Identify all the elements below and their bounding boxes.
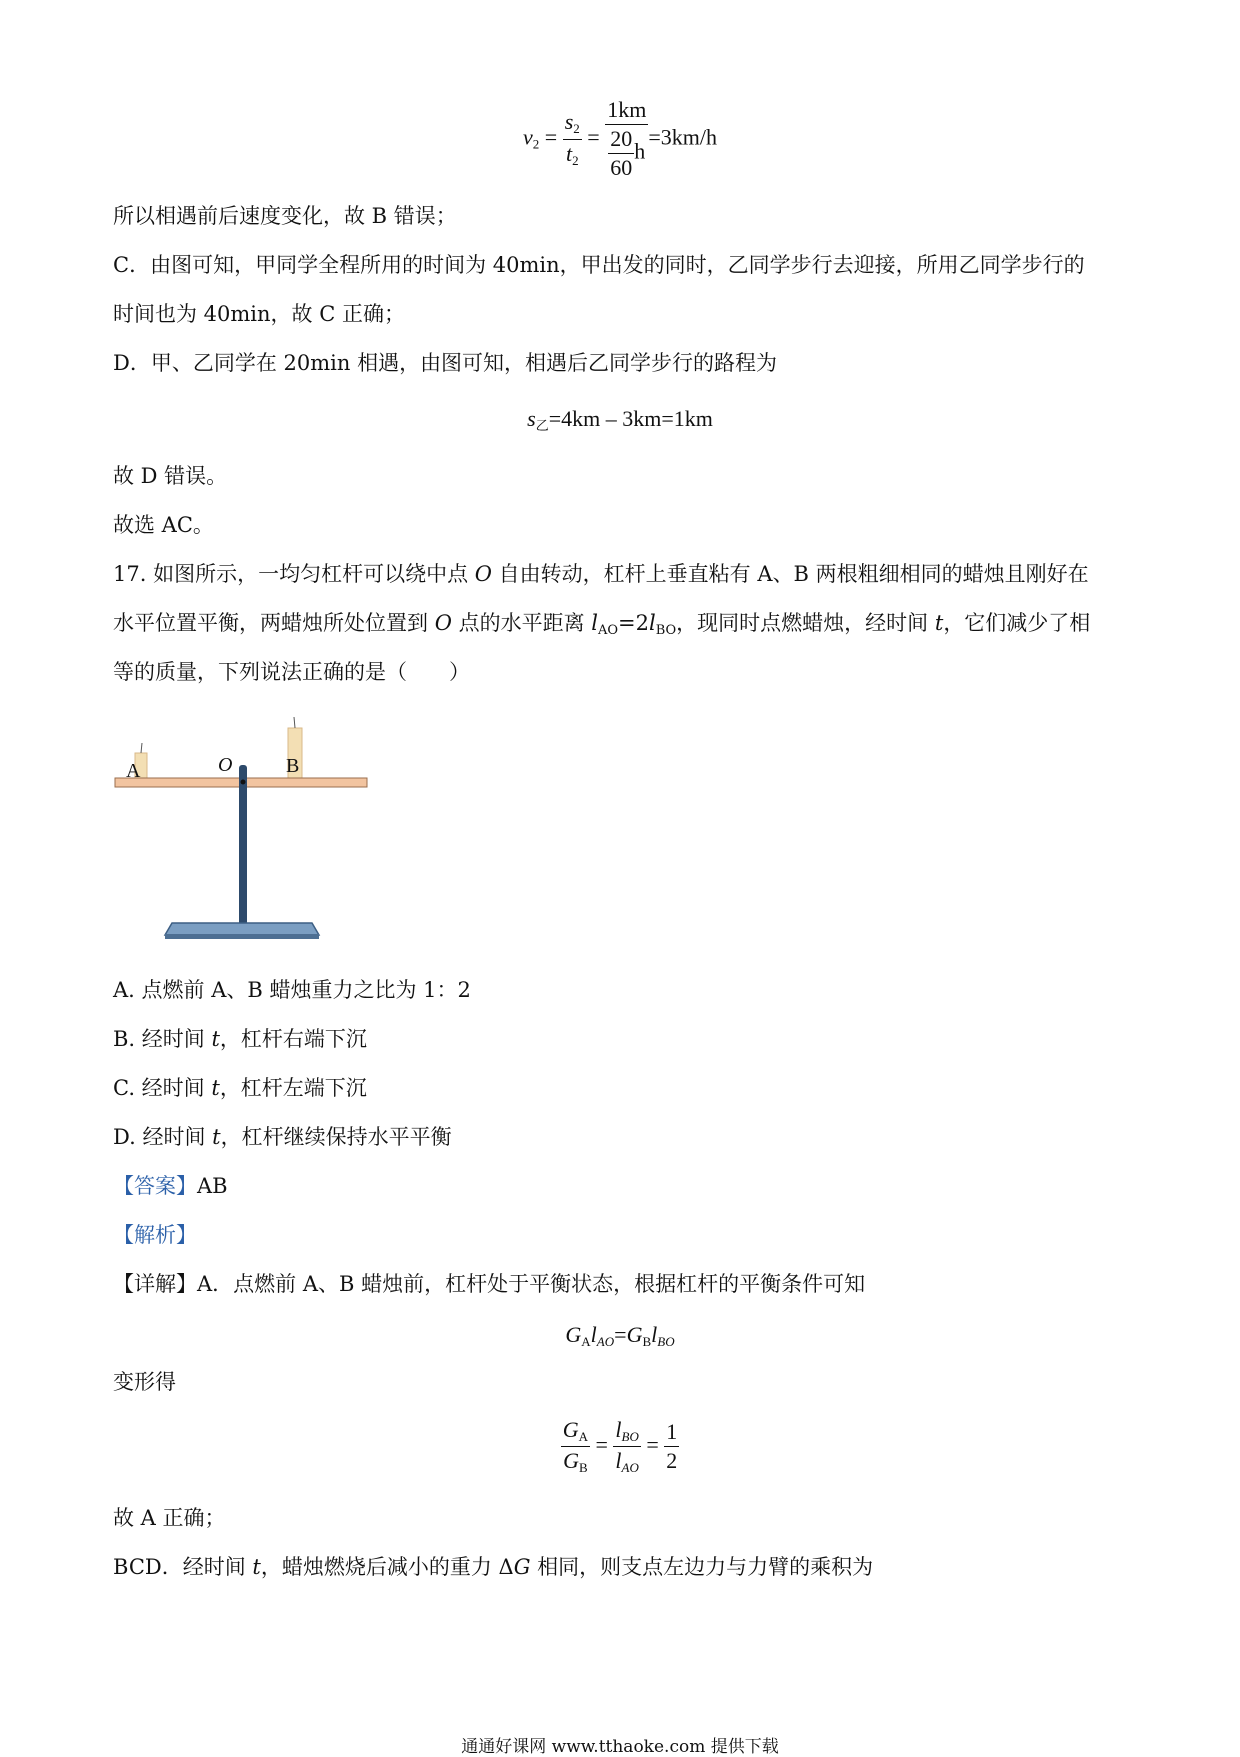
s-sub: 乙 [535, 418, 549, 433]
fraction-ga-gb: $\frac{G_A}{G_B}$ [562, 1417, 588, 1476]
question-17-line-2: 水平位置平衡，两蜡烛所处位置到 O 点的水平距离 $l_{AO}=2l_{BO}$，现同时点燃蜡烛，经时间 t，它们减少了相 [113, 611, 1091, 638]
equation-s [0, 408, 1240, 432]
t-var: t [565, 140, 573, 166]
text-line: 所以相遇前后速度变化，故 B 错误； [113, 204, 457, 228]
answer-line [113, 1176, 228, 1197]
option-c: C. 经时间 t，杠杆左端下沉 [113, 1076, 367, 1100]
label-b: B [286, 755, 300, 777]
s-sub: 2 [573, 121, 580, 137]
answer-label: 【答案】 [113, 1174, 197, 1198]
text-line: C．由图可知，甲同学全程所用的时间为 40min，甲出发的同时，乙同学步行去迎接，所用乙同学步行的 [113, 253, 1085, 277]
equals-1: = [544, 124, 558, 150]
detail-text: A．点燃前 A、B 蜡烛前，杠杆处于平衡状态，根据杠杆的平衡条件可知 [197, 1272, 866, 1296]
option-b: B. 经时间 t，杠杆右端下沉 [113, 1027, 367, 1051]
equals-2: = [587, 124, 600, 150]
distance-1km: 1km [605, 98, 648, 125]
transform-line: 变形得 [113, 1370, 176, 1394]
s-rest: =4km – 3km=1km [548, 406, 713, 431]
detail-label: 【详解】 [113, 1272, 197, 1296]
label-a: A [126, 760, 141, 782]
fraction-distance-over-time [605, 98, 648, 181]
analysis-label: 【解析】 [113, 1223, 197, 1247]
equation-v2 [0, 98, 1240, 181]
text-line: D．甲、乙同学在 20min 相遇，由图可知，相遇后乙同学步行的路程为 [113, 351, 778, 375]
inner-den: 60 [610, 155, 633, 181]
label-o: O [218, 754, 233, 776]
wick-a [141, 743, 142, 753]
fraction-s-over-t [563, 110, 582, 168]
inner-num: 20 [608, 127, 634, 154]
wick-b [294, 717, 295, 728]
bcd-line: BCD．经时间 t，蜡烛燃烧后减小的重力 ΔG 相同，则支点左边力与力臂的乘积为 [113, 1555, 874, 1579]
result-speed: =3km/h [648, 124, 717, 150]
option-d: D. 经时间 t，杠杆继续保持水平平衡 [113, 1125, 452, 1149]
base-bottom [165, 934, 319, 939]
support-pole [239, 765, 247, 935]
text-line: 故 A 正确； [113, 1506, 226, 1530]
option-a: A. 点燃前 A、B 蜡烛重力之比为 1：2 [113, 978, 471, 1002]
s-var: s [564, 109, 574, 135]
detail-line [113, 1274, 865, 1295]
equation-balance: $G_Al_{AO}=G_Bl_{BO}$ [565, 1322, 675, 1349]
answer-value: AB [197, 1174, 228, 1198]
footer-source: 通通好课网 www.tthaoke.com 提供下载 [461, 1737, 779, 1757]
text-line: 时间也为 40min，故 C 正确； [113, 302, 405, 326]
pivot-point [241, 780, 246, 785]
lever-figure [110, 705, 380, 950]
t-sub: 2 [572, 152, 579, 168]
s-var: s [527, 406, 536, 431]
fraction-lbo-lao: $\frac{l_{BO}}{l_{AO}}$ [615, 1417, 639, 1476]
question-17-line-3: 等的质量，下列说法正确的是（ ） [113, 660, 470, 684]
text-line: 故选 AC。 [113, 513, 214, 537]
unit-h: h [634, 138, 646, 164]
support-base [165, 923, 319, 935]
v-var: v [523, 124, 533, 150]
v-sub: 2 [532, 136, 540, 152]
text-line: 故 D 错误。 [113, 464, 228, 488]
fraction-one-half: $\frac{1}{2}$ [666, 1419, 678, 1474]
equation-ratio: $\frac{G_A}{G_B}$ = $\frac{l_{BO}}{l_{AO}}$ = $\frac{1}{2}$ [562, 1417, 678, 1476]
fraction-20-over-60 [608, 127, 634, 180]
question-17-line-1: 17. 如图所示，一均匀杠杆可以绕中点 O 自由转动，杠杆上垂直粘有 A、B 两根粗细相同的蜡烛且刚好在 [113, 562, 1089, 586]
